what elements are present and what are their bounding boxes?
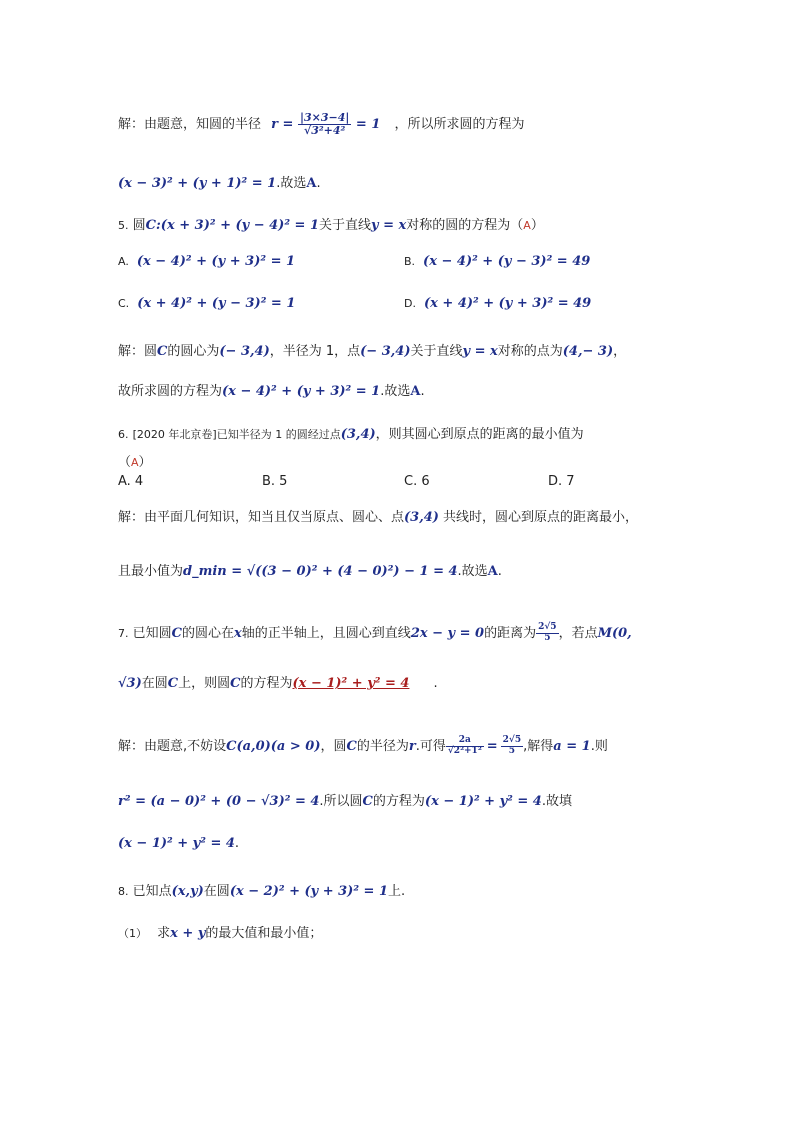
q5-solution-line1: 解：圆C的圆心为(− 3,4)，半径为 1，点(− 3,4)关于直线y = x对称的点为(4,− 3)， bbox=[118, 344, 627, 359]
q6-option-c: C. 6 bbox=[404, 474, 430, 489]
q6-answer-paren: （A） bbox=[118, 455, 152, 470]
q4-radius-formula: r = $\frac{|3\times 3-4|}{\text{√3²+4²}}$ = 1 bbox=[271, 111, 381, 138]
q5-option-c: C. (x + 4)² + (y − 3)² = 1 bbox=[118, 296, 296, 311]
q5-solution-line2: 故所求圆的方程为(x − 4)² + (y + 3)² = 1.故选A. bbox=[118, 384, 425, 399]
q7-solution-line2: r² = (a − 0)² + (0 − √3)² = 4.所以圆C的方程为(x − 1)² + y² = 4.故填 bbox=[118, 794, 572, 809]
q7-sol-fraction-2: $\frac{2√5}{5}$ bbox=[502, 735, 522, 756]
q6-stem: 6. [2020 年北京卷]已知半径为 1 的圆经过点(3,4)，则其圆心到原点的距离的最小值为 bbox=[118, 427, 584, 442]
q6-dmin-formula: d_min = √((3 − 0)² + (4 − 0)²) − 1 = 4 bbox=[183, 564, 458, 579]
q7-sol-fraction-1: $\frac{2a}{\text{√2²+1²}}$ bbox=[447, 735, 482, 756]
q6-option-d: D. 7 bbox=[548, 474, 575, 489]
q8-stem: 8. 已知点(x,y)在圆(x − 2)² + (y + 3)² = 1上. bbox=[118, 884, 406, 899]
q5-answer: A bbox=[523, 219, 531, 232]
q5-option-a: A. (x − 4)² + (y + 3)² = 1 bbox=[118, 254, 296, 269]
q6-solution-line1: 解：由平面几何知识，知当且仅当原点、圆心、点(3,4) 共线时，圆心到原点的距离最小， bbox=[118, 510, 638, 525]
q7-stem-line2: √3)在圆C上，则圆C的方程为(x − 1)² + y² = 4 . bbox=[118, 676, 438, 691]
q7-solution-line3: (x − 1)² + y² = 4. bbox=[118, 836, 240, 851]
q6-solution-line2: 且最小值为d_min = √((3 − 0)² + (4 − 0)²) − 1 = 4.故选A. bbox=[118, 564, 502, 579]
q4-solution-line1: 解：由题意，知圆的半径 r = $\frac{|3\times 3-4|}{\text{√3²+4²}}$ = 1 ，所以所求圆的方程为 bbox=[118, 111, 525, 138]
q6-option-b: B. 5 bbox=[262, 474, 288, 489]
q7-distance-fraction: $\frac{2√5}{5}$ bbox=[538, 622, 557, 643]
q4-solution-line2: (x − 3)² + (y + 1)² = 1.故选A. bbox=[118, 176, 321, 191]
q5-option-d: D. (x + 4)² + (y + 3)² = 49 bbox=[404, 296, 592, 311]
q7-fill-blank-answer: (x − 1)² + y² = 4 bbox=[292, 676, 410, 691]
q6-option-a: A. 4 bbox=[118, 474, 144, 489]
q4-answer-equation: (x − 3)² + (y + 1)² = 1 bbox=[118, 176, 277, 191]
q8-subquestion-1: （1） 求x + y的最大值和最小值； bbox=[118, 926, 323, 941]
q7-solution-line1: 解：由题意,不妨设C(a,0)(a > 0)，圆C的半径为r.可得 $\frac{2a}{\text{√2²+1²}}$ = $\frac{2√5}{5}$ ,解得a = 1.则 bbox=[118, 735, 608, 756]
q5-circle-equation: C:(x + 3)² + (y − 4)² = 1 bbox=[145, 218, 320, 233]
q5-stem: 5. 圆C:(x + 3)² + (y − 4)² = 1关于直线y = x对称的圆的方程为（A） bbox=[118, 218, 544, 233]
q6-answer: A bbox=[131, 456, 139, 469]
q4-radius-fraction: $\frac{|3\times 3-4|}{\text{√3²+4²}}$ bbox=[299, 111, 350, 138]
q5-option-b: B. (x − 4)² + (y − 3)² = 49 bbox=[404, 254, 591, 269]
q7-stem-line1: 7. 已知圆C的圆心在x轴的正半轴上，且圆心到直线2x − y = 0的距离为 $\frac{2√5}{5}$ ，若点M(0, bbox=[118, 622, 632, 643]
